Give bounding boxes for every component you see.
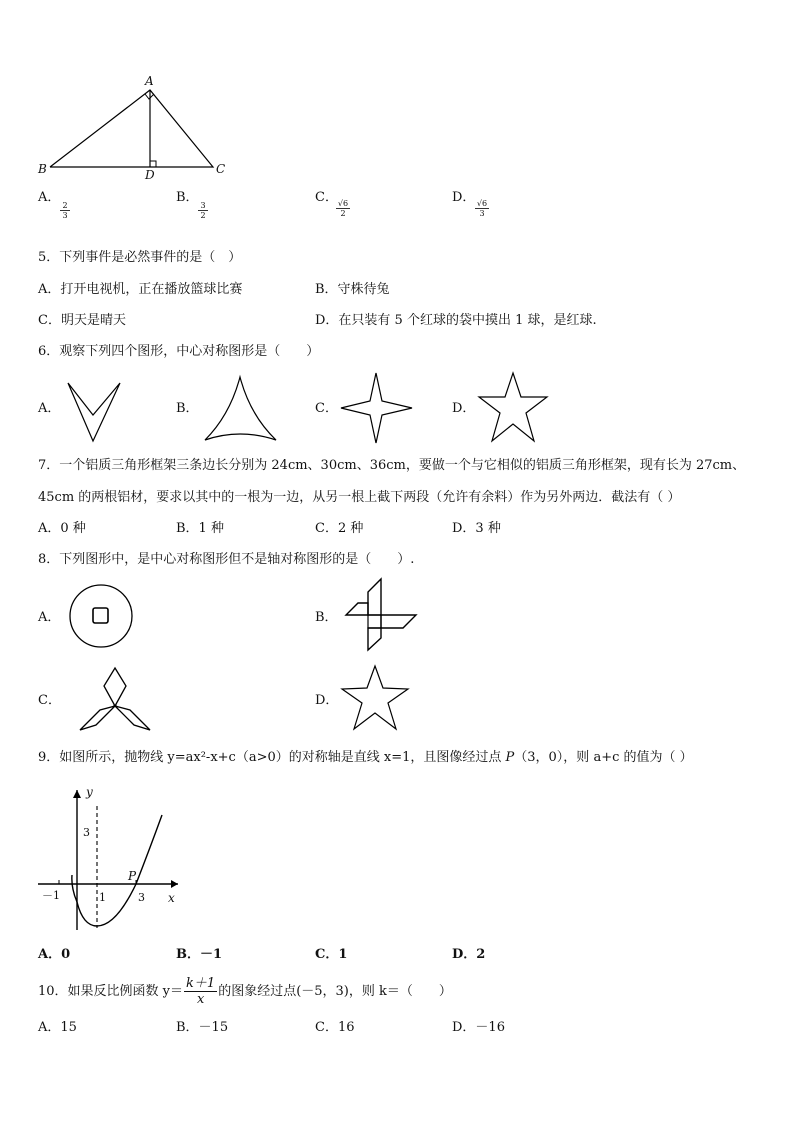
q7-option-a[interactable]: A．0 种 [38,521,86,536]
label-c: C [216,162,226,176]
graph-tick-neg1: －1 [42,889,60,902]
q9-stem: 9．如图所示，抛物线 y=ax²-x+c（a>0）的对称轴是直线 x=1，且图像经过点 P（3，0），则 a+c 的值为（ ） [38,750,693,765]
graph-point-p: P [128,869,137,883]
q7-option-b[interactable]: B．1 种 [176,521,224,536]
q10-option-b[interactable]: B．－15 [176,1020,229,1035]
q6-option-b[interactable]: B． [176,401,199,416]
label-a: A [145,74,154,88]
q9-option-b[interactable]: B．－1 [176,947,223,962]
q10-stem: 10．如果反比例函数 y＝ $\frac{k+1}{x}$ 的图象经过点(－5，3)，则 k＝（ ） [38,976,452,1007]
q7-option-d[interactable]: D．3 种 [452,521,501,536]
graph-tick-3y: 3 [83,826,90,839]
q6-stem: 6．观察下列四个图形，中心对称图形是（ ） [38,344,320,359]
q8-option-a[interactable]: A． [38,610,61,625]
fraction: $\frac{√6}{3}$ [476,199,488,218]
q10-fraction: $\frac{k+1}{x}$ [186,976,216,1007]
label-d: D [145,168,155,182]
q7-stem-line2: 45cm 的两根铝材，要求以其中的一根为一边，从另一根上截下两段（允许有余料）作为另外两边．截法有（ ） [38,490,681,505]
label-b: B [38,162,47,176]
fraction: $\frac{3}{2}$ [198,201,208,220]
q10-option-c[interactable]: C．16 [315,1020,355,1035]
q9-option-c[interactable]: C．1 [315,947,348,962]
q5-option-d[interactable]: D．在只装有 5 个红球的袋中摸出 1 球，是红球. [315,313,597,328]
graph-y-label: y [86,785,93,799]
q5-option-b[interactable]: B．守株待兔 [315,282,390,297]
q8-option-d[interactable]: D． [315,693,339,708]
q8-option-b[interactable]: B． [315,610,338,625]
q6-option-d[interactable]: D． [452,401,476,416]
q8-stem: 8．下列图形中，是中心对称图形但不是轴对称图形的是（ ）. [38,552,415,567]
q9-option-d[interactable]: D．2 [452,947,486,962]
q5-option-a[interactable]: A．打开电视机，正在播放篮球比赛 [38,282,243,297]
q10-option-a[interactable]: A．15 [38,1020,77,1035]
fraction: $\frac{√6}{2}$ [337,199,349,218]
q7-stem-line1: 7．一个铝质三角形框架三条边长分别为 24cm、30cm、36cm，要做一个与它相似的铝质三角形框架，现有长为 27cm、 [38,458,746,473]
q5-option-c[interactable]: C．明天是晴天 [38,313,126,328]
graph-x-label: x [168,891,175,905]
q9-option-a[interactable]: A．0 [38,947,71,962]
q6-option-a[interactable]: A． [38,401,61,416]
graph-tick-1: 1 [99,891,106,904]
q7-option-c[interactable]: C．2 种 [315,521,364,536]
q10-option-d[interactable]: D．－16 [452,1020,505,1035]
q8-option-c[interactable]: C． [38,693,61,708]
graph-tick-3x: 3 [138,891,145,904]
q5-stem: 5．下列事件是必然事件的是（ ） [38,250,242,265]
fraction: $\frac{2}{3}$ [60,201,70,220]
q6-option-c[interactable]: C． [315,401,338,416]
parabola-graph [0,0,200,940]
